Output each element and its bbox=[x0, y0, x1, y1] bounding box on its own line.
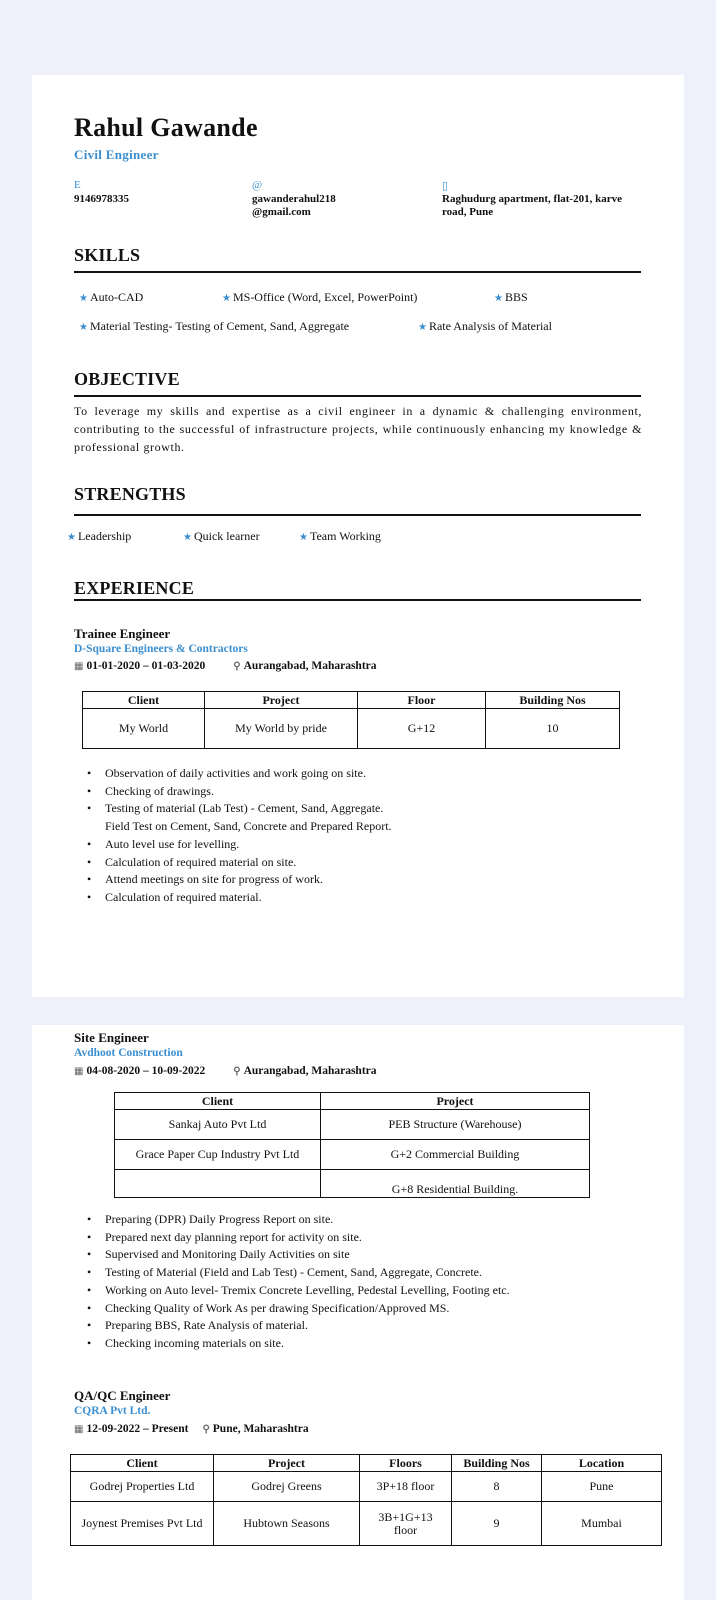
skill-chip: ★ Rate Analysis of Material bbox=[418, 319, 552, 333]
table-cell: 9 bbox=[452, 1502, 542, 1546]
list-item: • Calculation of required material. bbox=[105, 889, 392, 907]
job-1-table bbox=[82, 691, 620, 749]
job-company: Avdhoot Construction bbox=[74, 1047, 183, 1059]
strengths-heading: STRENGTHS bbox=[74, 484, 186, 504]
star-icon: ★ bbox=[67, 532, 76, 543]
list-item: • Preparing BBS, Rate Analysis of material. bbox=[105, 1317, 510, 1335]
strength-chip: ★ Quick learner bbox=[183, 529, 260, 543]
list-item-continuation: Field Test on Cement, Sand, Concrete and Prepared Report. bbox=[105, 819, 392, 834]
job-company: CQRA Pvt Ltd. bbox=[74, 1405, 151, 1417]
address-icon: ▯ bbox=[442, 180, 449, 192]
table-header: Client bbox=[71, 1455, 214, 1472]
strength-chip: ★ Team Working bbox=[299, 529, 381, 543]
objective-heading: OBJECTIVE bbox=[74, 369, 180, 389]
job-dates: 04-08-2020 – 10-09-2022 bbox=[86, 1065, 206, 1077]
skill-chip: ★ Auto-CAD bbox=[79, 290, 144, 304]
table-cell: Godrej Properties Ltd bbox=[71, 1472, 214, 1502]
table-header: Project bbox=[205, 692, 358, 709]
table-header: Client bbox=[83, 692, 205, 709]
calendar-icon: ▦ bbox=[74, 661, 84, 672]
job-meta bbox=[74, 1423, 309, 1435]
job-dates: 01-01-2020 – 01-03-2020 bbox=[86, 660, 206, 672]
table-cell: Joynest Premises Pvt Ltd bbox=[71, 1502, 214, 1546]
resume-page-1 bbox=[32, 75, 684, 997]
location-pin-icon: ⚲ bbox=[233, 1066, 241, 1077]
table-cell: 3B+1G+13 floor bbox=[360, 1502, 452, 1546]
table-header: Location bbox=[542, 1455, 662, 1472]
calendar-icon: ▦ bbox=[74, 1424, 84, 1435]
table-cell: Hubtown Seasons bbox=[214, 1502, 360, 1546]
job-company: D-Square Engineers & Contractors bbox=[74, 643, 248, 655]
candidate-role: Civil Engineer bbox=[74, 147, 159, 162]
table-header: Floors bbox=[360, 1455, 452, 1472]
table-header: Building Nos bbox=[452, 1455, 542, 1472]
table-row bbox=[115, 1170, 590, 1198]
list-item: • Testing of material (Lab Test) - Cement, Sand, Aggregate. bbox=[105, 800, 392, 818]
job-location: Aurangabad, Maharashtra bbox=[243, 1065, 377, 1077]
skills-heading: SKILLS bbox=[74, 245, 141, 265]
table-row bbox=[115, 1140, 590, 1170]
star-icon: ★ bbox=[299, 532, 308, 543]
job-3-table bbox=[70, 1454, 662, 1546]
objective-divider bbox=[74, 395, 641, 397]
skill-chip: ★ BBS bbox=[494, 290, 528, 304]
job-location: Pune, Maharashtra bbox=[212, 1423, 309, 1435]
job-title: Trainee Engineer bbox=[74, 626, 171, 641]
table-header: Project bbox=[214, 1455, 360, 1472]
email-icon: @ bbox=[252, 179, 263, 191]
table-cell: Mumbai bbox=[542, 1502, 662, 1546]
table-cell: G+8 Residential Building. bbox=[321, 1170, 590, 1198]
table-row bbox=[83, 709, 620, 749]
table-cell: 8 bbox=[452, 1472, 542, 1502]
job-meta bbox=[74, 660, 377, 672]
strength-chip: ★ Leadership bbox=[67, 529, 132, 543]
star-icon: ★ bbox=[79, 293, 88, 304]
star-icon: ★ bbox=[418, 322, 427, 333]
location-pin-icon: ⚲ bbox=[233, 661, 241, 672]
table-cell: Godrej Greens bbox=[214, 1472, 360, 1502]
job-meta bbox=[74, 1065, 377, 1077]
list-item: • Observation of daily activities and work going on site. bbox=[105, 765, 392, 783]
email-value[interactable]: gawanderahul218 @gmail.com bbox=[252, 193, 336, 218]
list-item: • Calculation of required material on site. bbox=[105, 854, 392, 872]
address-value: Raghudurg apartment, flat-201, karve road, Pune bbox=[442, 193, 622, 218]
job-1-duties bbox=[105, 765, 392, 907]
job-dates: 12-09-2022 – Present bbox=[86, 1423, 189, 1435]
table-header: Project bbox=[321, 1093, 590, 1110]
list-item: • Auto level use for levelling. bbox=[105, 836, 392, 854]
star-icon: ★ bbox=[222, 293, 231, 304]
table-cell: 3P+18 floor bbox=[360, 1472, 452, 1502]
table-cell bbox=[115, 1170, 321, 1198]
table-row bbox=[115, 1110, 590, 1140]
list-item: • Prepared next day planning report for activity on site. bbox=[105, 1229, 510, 1247]
table-header: Client bbox=[115, 1093, 321, 1110]
job-title: Site Engineer bbox=[74, 1030, 149, 1045]
list-item: • Testing of Material (Field and Lab Test) - Cement, Sand, Aggregate, Concrete. bbox=[105, 1264, 510, 1282]
list-item: • Attend meetings on site for progress of work. bbox=[105, 871, 392, 889]
table-cell: 10 bbox=[486, 709, 620, 749]
list-item: • Working on Auto level- Tremix Concrete Levelling, Pedestal Levelling, Footing etc. bbox=[105, 1282, 510, 1300]
list-item: • Supervised and Monitoring Daily Activities on site bbox=[105, 1246, 510, 1264]
table-cell: My World by pride bbox=[205, 709, 358, 749]
table-cell: G+12 bbox=[358, 709, 486, 749]
job-location: Aurangabad, Maharashtra bbox=[243, 660, 377, 672]
star-icon: ★ bbox=[79, 322, 88, 333]
skills-divider bbox=[74, 271, 641, 273]
table-cell: Grace Paper Cup Industry Pvt Ltd bbox=[115, 1140, 321, 1170]
location-pin-icon: ⚲ bbox=[202, 1424, 210, 1435]
strengths-divider bbox=[74, 514, 641, 516]
table-cell: Sankaj Auto Pvt Ltd bbox=[115, 1110, 321, 1140]
job-2-table bbox=[114, 1092, 590, 1198]
job-2-duties bbox=[105, 1211, 510, 1353]
phone-icon: E bbox=[74, 179, 81, 191]
experience-divider bbox=[74, 599, 641, 601]
table-cell: PEB Structure (Warehouse) bbox=[321, 1110, 590, 1140]
candidate-name: Rahul Gawande bbox=[74, 113, 258, 142]
star-icon: ★ bbox=[183, 532, 192, 543]
table-row bbox=[71, 1502, 662, 1546]
table-cell: Pune bbox=[542, 1472, 662, 1502]
list-item: • Checking of drawings. bbox=[105, 783, 392, 801]
skill-chip: ★ MS-Office (Word, Excel, PowerPoint) bbox=[222, 290, 418, 304]
list-item: • Checking incoming materials on site. bbox=[105, 1335, 510, 1353]
job-title: QA/QC Engineer bbox=[74, 1388, 171, 1403]
table-cell: My World bbox=[83, 709, 205, 749]
list-item: • Checking Quality of Work As per drawing Specification/Approved MS. bbox=[105, 1300, 510, 1318]
table-header: Building Nos bbox=[486, 692, 620, 709]
experience-heading: EXPERIENCE bbox=[74, 578, 195, 598]
table-header: Floor bbox=[358, 692, 486, 709]
resume-page-2 bbox=[32, 1025, 684, 1600]
skill-chip: ★ Material Testing- Testing of Cement, Sand, Aggregate bbox=[79, 319, 350, 333]
table-cell: G+2 Commercial Building bbox=[321, 1140, 590, 1170]
objective-text: To leverage my skills and expertise as a civil engineer in a dynamic & challenging environment, contributing to the successful of infrastructure projects, while continuously enhancing my knowledge & professional growth. bbox=[74, 404, 642, 454]
calendar-icon: ▦ bbox=[74, 1066, 84, 1077]
star-icon: ★ bbox=[494, 293, 503, 304]
list-item: • Preparing (DPR) Daily Progress Report on site. bbox=[105, 1211, 510, 1229]
table-row bbox=[71, 1472, 662, 1502]
phone-value: 9146978335 bbox=[74, 193, 129, 205]
